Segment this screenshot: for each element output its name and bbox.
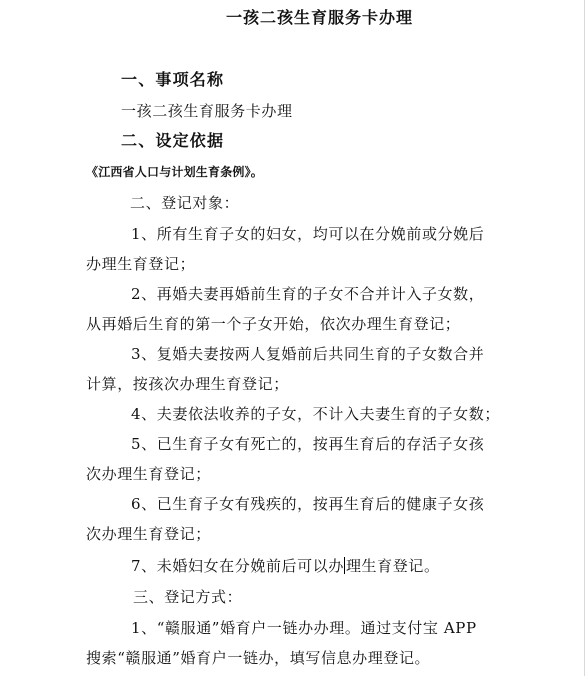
method-1-line-2: 搜索“赣服通”婚育户一链办，填写信息办理登记。	[86, 649, 431, 667]
rule-1-line-2: 办理生育登记；	[86, 255, 196, 273]
rule-7-text-before-caret: 7、未婚妇女在分娩前后可以办	[131, 557, 344, 575]
subheading-registration-method: 三、登记方式：	[133, 588, 243, 606]
rule-7-text-after-caret: 理生育登记。	[345, 557, 440, 575]
rule-1-line-1: 1、所有生育子女的妇女，均可以在分娩前或分娩后	[131, 225, 485, 243]
item-name-text: 一孩二孩生育服务卡办理	[121, 102, 293, 120]
rule-6-line-2: 次办理生育登记；	[86, 525, 211, 543]
section-heading-legal-basis: 二、设定依据	[121, 131, 225, 150]
section-heading-item-name: 一、事项名称	[121, 70, 225, 89]
document-title: 一孩二孩生育服务卡办理	[226, 8, 414, 27]
rule-2-line-2: 从再婚后生育的第一个子女开始，依次办理生育登记；	[86, 315, 461, 333]
rule-5-line-1: 5、已生育子女有死亡的，按再生育后的存活子女孩	[131, 435, 485, 453]
rule-5-line-2: 次办理生育登记；	[86, 465, 211, 483]
method-1-line-1: 1、“赣服通”婚育户一链办办理。通过支付宝 APP	[131, 619, 477, 637]
rule-3-line-2: 计算，按孩次办理生育登记；	[86, 375, 289, 393]
rule-2-line-1: 2、再婚夫妻再婚前生育的子女不合并计入子女数，	[131, 285, 485, 303]
subheading-registration-targets: 二、登记对象：	[130, 194, 240, 212]
rule-4-line-1: 4、夫妻依法收养的子女，不计入夫妻生育的子女数；	[131, 405, 500, 423]
legal-basis-text: 《江西省人口与计划生育条例》。	[86, 165, 264, 179]
rule-3-line-1: 3、复婚夫妻按两人复婚前后共同生育的子女数合并	[131, 345, 485, 363]
rule-6-line-1: 6、已生育子女有残疾的，按再生育后的健康子女孩	[131, 495, 485, 513]
rule-7-line-1	[131, 556, 440, 576]
